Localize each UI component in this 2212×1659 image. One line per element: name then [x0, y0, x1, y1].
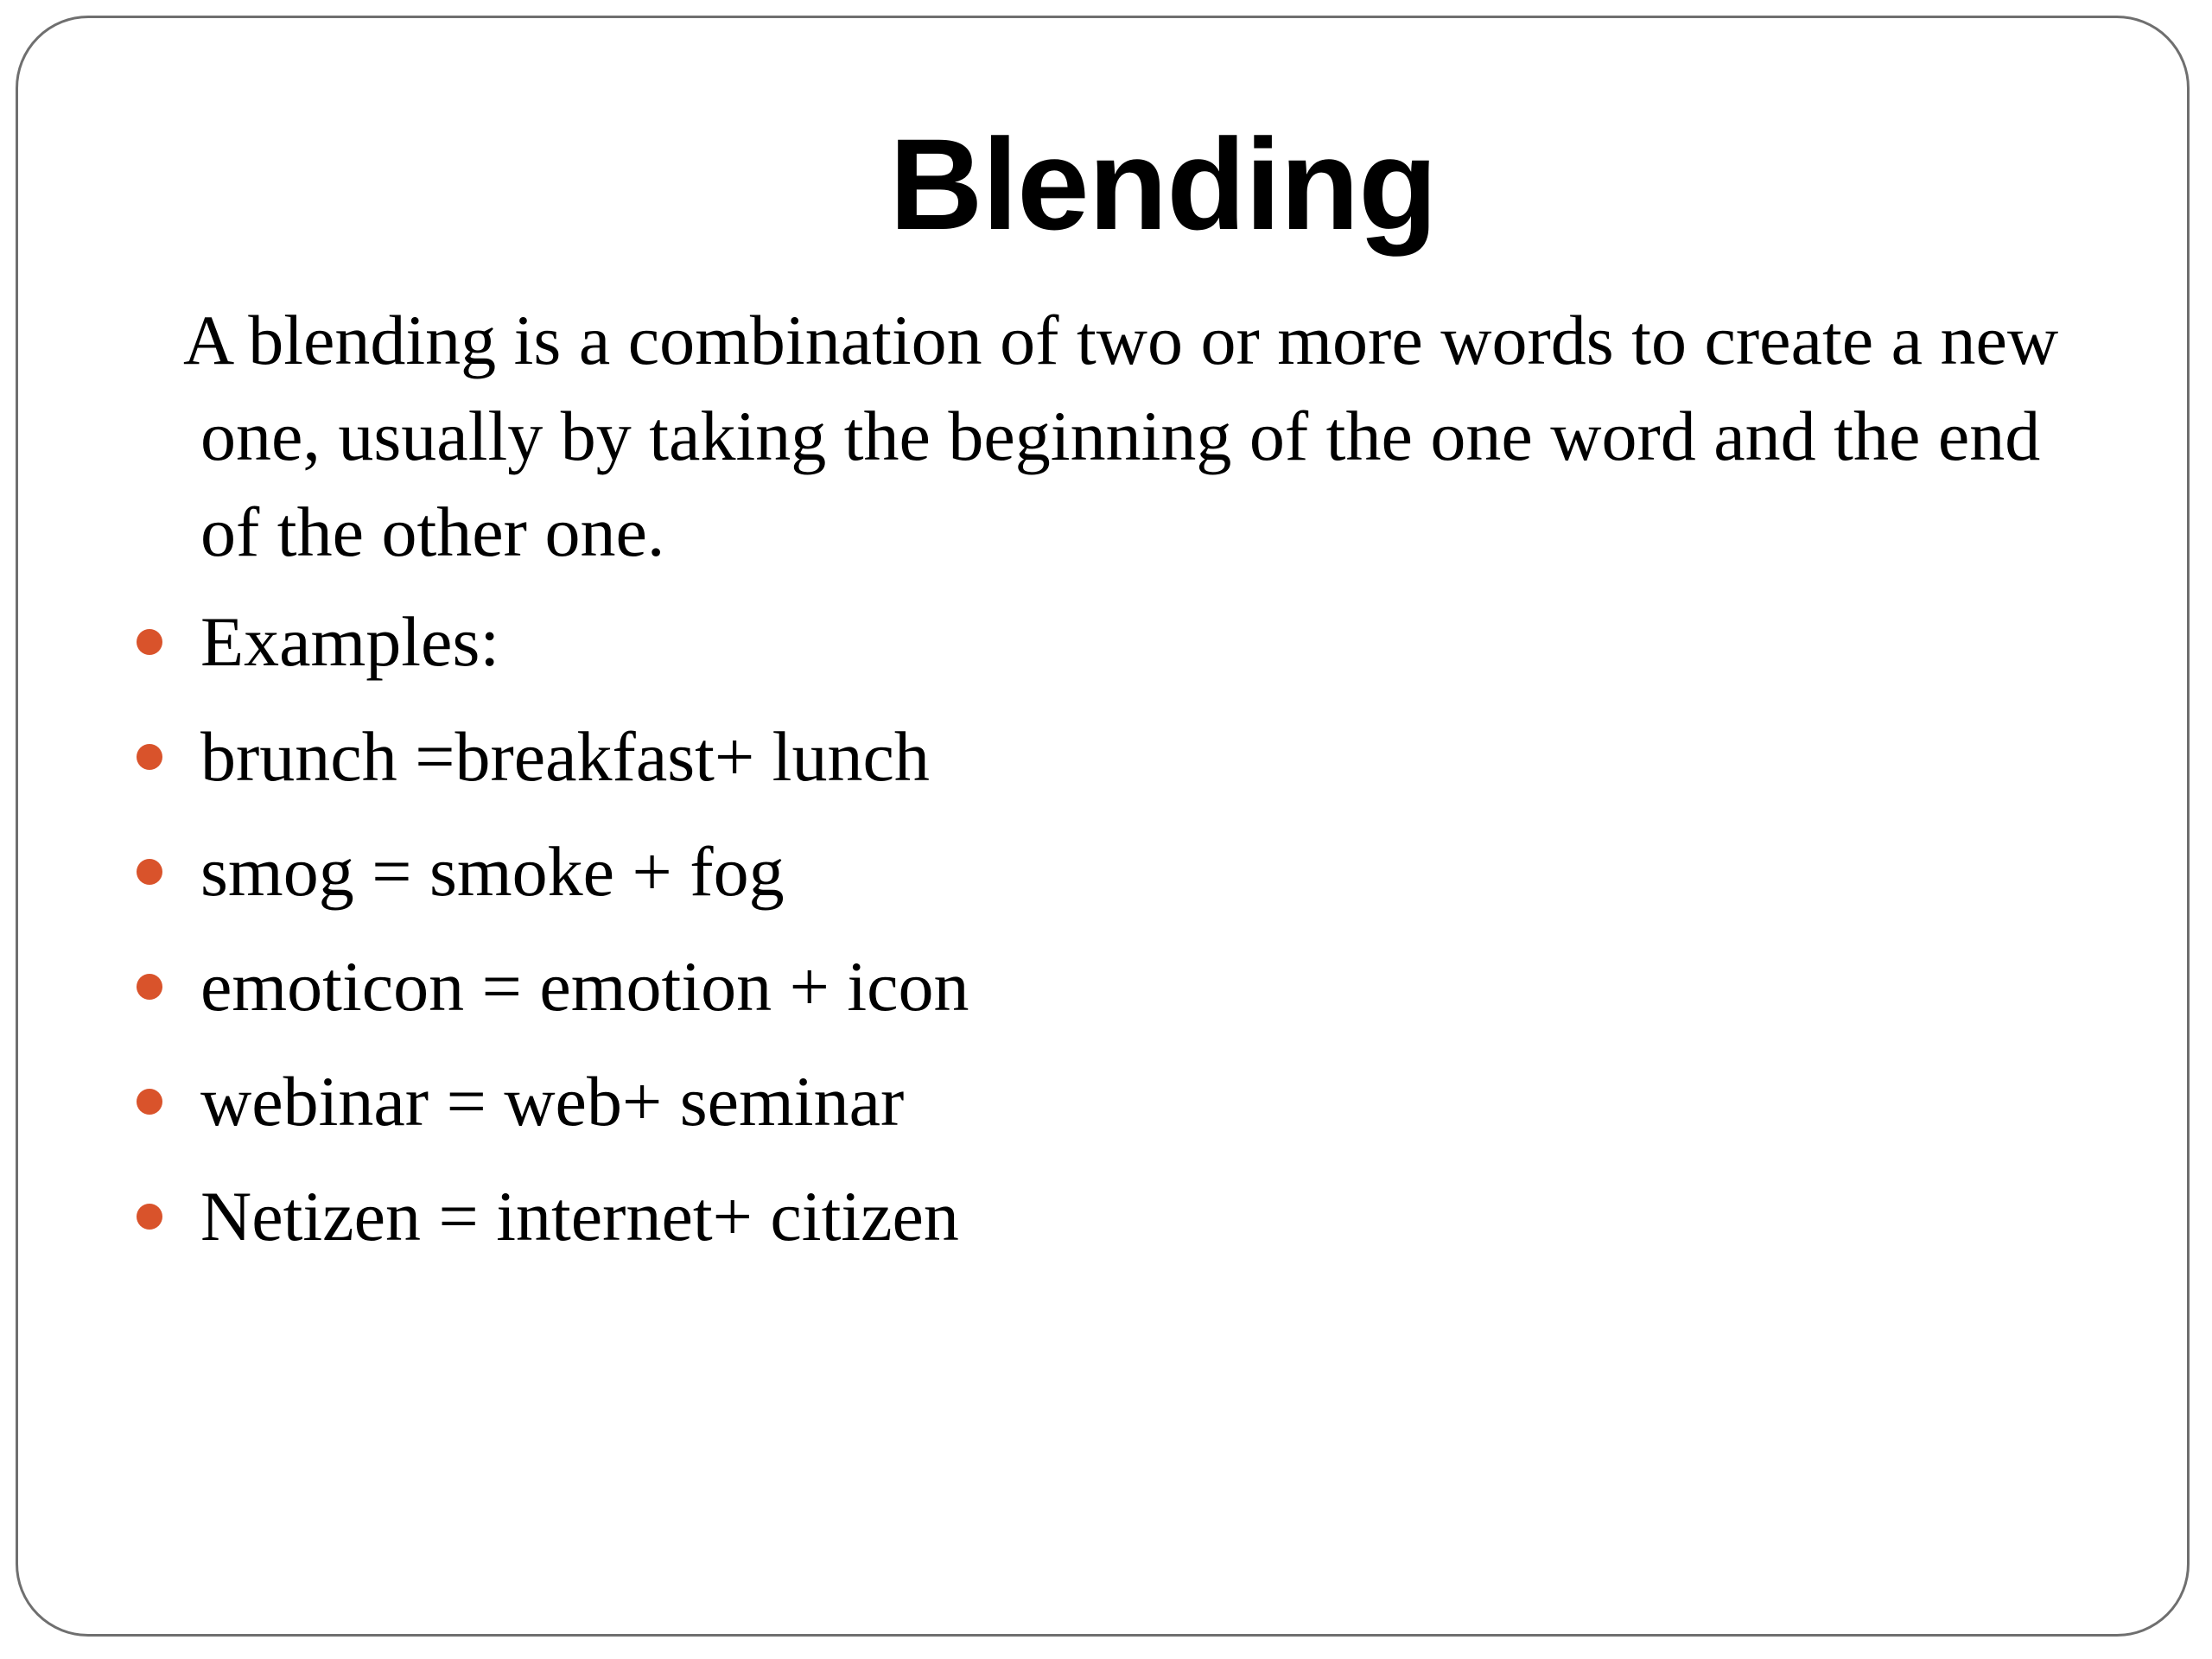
- list-item-text: smog = smoke + fog: [200, 832, 785, 911]
- list-item-text: emoticon = emotion + icon: [200, 947, 969, 1026]
- bullet-dot-icon: [137, 859, 162, 885]
- bullet-dot-icon: [137, 1089, 162, 1115]
- list-item-text: webinar = web+ seminar: [200, 1062, 905, 1141]
- list-item-text: Netizen = internet+ citizen: [200, 1177, 959, 1255]
- bullet-dot-icon: [137, 629, 162, 655]
- slide-title: Blending: [889, 111, 1437, 257]
- bullet-dot-icon: [137, 744, 162, 770]
- list-item-text: brunch =breakfast+ lunch: [200, 717, 930, 796]
- bullet-dot-icon: [137, 974, 162, 1000]
- list-item-text: Examples:: [200, 602, 500, 681]
- definition-paragraph: A blending is a combination of two or more words to create a new one, usually by taking the beginning of the one word and the end of the other one.: [183, 301, 2059, 571]
- bullet-dot-icon: [137, 1204, 162, 1230]
